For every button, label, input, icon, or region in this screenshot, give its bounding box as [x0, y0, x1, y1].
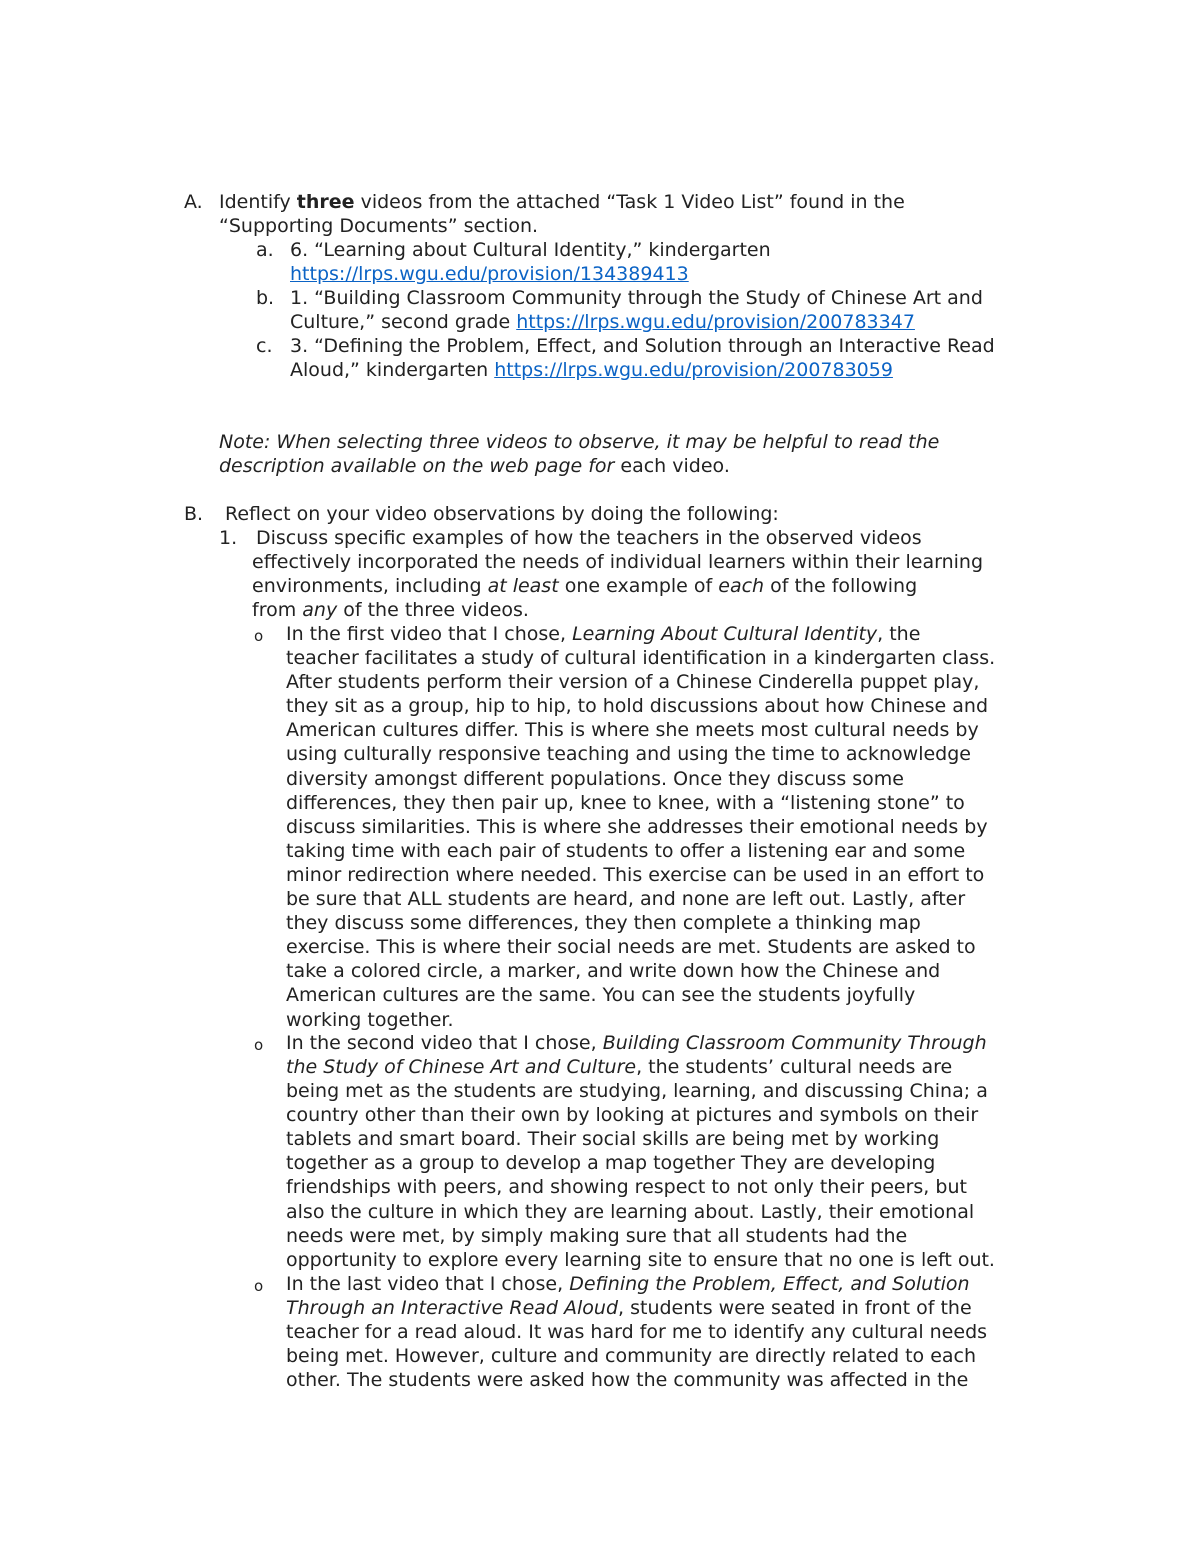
- sub-line3-part-a: environments, including: [252, 575, 488, 597]
- item-a-line1: 6. “Learning about Cultural Identity,” kindergarten: [290, 239, 771, 261]
- bullet-3-marker: o: [254, 1277, 264, 1295]
- section-b-sub-line3: [252, 574, 917, 598]
- note-line1: Note: When selecting three videos to observe, it may be helpful to read the: [219, 431, 940, 453]
- bullet-2-body-line: tablets and smart board. Their social skills are being met by working: [286, 1128, 940, 1151]
- bullet-3-after-title: , students were seated in front of the: [618, 1297, 972, 1319]
- item-b-line2: [290, 310, 915, 334]
- bullet-1-body-line: be sure that ALL students are heard, and none are left out. Lastly, after: [286, 888, 966, 910]
- bullet-2-video-title-part2: the Study of Chinese Art and Culture: [286, 1056, 637, 1078]
- section-b-sub-marker: 1.: [219, 527, 238, 549]
- section-b-sub-line2: effectively incorporated the needs of individual learners within their learning: [252, 551, 984, 573]
- sub-line3-at-least: at least: [487, 575, 559, 597]
- bullet-2-body-line: needs were met, by simply making sure that all students had the: [286, 1224, 908, 1247]
- bullet-1-body-line: they discuss some differences, they then complete a thinking map: [286, 912, 921, 935]
- bullet-2-after-title: , the students’ cultural needs are: [636, 1056, 953, 1078]
- item-b-line2-pre: Culture,” second grade: [290, 311, 517, 333]
- item-c-line2-pre: Aloud,” kindergarten: [290, 359, 495, 381]
- bullet-2-second-line: [286, 1055, 952, 1079]
- section-b-heading: Reflect on your video observations by doing the following:: [225, 503, 779, 525]
- bullet-1-body-line: After students perform their version of a Chinese Cinderella puppet play,: [286, 671, 980, 694]
- item-a-video-link[interactable]: https://lrps.wgu.edu/provision/134389413: [290, 263, 689, 285]
- section-a-line1-post: videos from the attached “Task 1 Video List” found in the: [354, 191, 905, 213]
- bullet-1-body-line: take a colored circle, a marker, and write down how the Chinese and: [286, 960, 941, 983]
- note-line2: [219, 454, 730, 478]
- bullet-1-lead: In the first video that I chose,: [286, 623, 573, 645]
- bullet-1-body-line: discuss similarities. This is where she addresses their emotional needs by: [286, 815, 988, 838]
- section-a-marker: A.: [184, 191, 203, 213]
- bullet-3-lead: In the last video that I chose,: [286, 1273, 570, 1295]
- bullet-1-body-line: American cultures are the same. You can see the students joyfully: [286, 984, 916, 1007]
- item-b-marker: b.: [256, 287, 275, 309]
- section-b-sub-line1: Discuss specific examples of how the teachers in the observed videos: [256, 527, 922, 549]
- bullet-3-second-line: [286, 1296, 972, 1320]
- item-c-line1: 3. “Defining the Problem, Effect, and Solution through an Interactive Read: [290, 335, 995, 357]
- item-c-marker: c.: [256, 335, 273, 357]
- bullet-1-body-line: they sit as a group, hip to hip, to hold discussions about how Chinese and: [286, 695, 989, 718]
- sub-line3-part-b: one example of: [558, 575, 719, 597]
- bullet-2-body-line: being met as the students are studying, learning, and discussing China; a: [286, 1080, 988, 1102]
- bullet-1-body-line: using culturally responsive teaching and using the time to acknowledge: [286, 743, 971, 766]
- bullet-1-body-line: working together.: [286, 1008, 454, 1031]
- bullet-1-body-line: teacher facilitates a study of cultural identification in a kindergarten class.: [286, 647, 996, 669]
- sub-line4-any: any: [302, 599, 338, 621]
- sub-line4-part-b: of the three videos.: [337, 599, 529, 621]
- bullet-1-body-line: taking time with each pair of students to offer a listening ear and some: [286, 839, 966, 862]
- sub-line4-part-a: from: [252, 599, 303, 621]
- bullet-2-marker: o: [254, 1036, 264, 1054]
- bullet-2-body-line: opportunity to explore every learning site to ensure that no one is left out.: [286, 1248, 995, 1271]
- section-b-marker: B.: [184, 503, 204, 525]
- bullet-3-body-line: teacher for a read aloud. It was hard for me to identify any cultural needs: [286, 1321, 988, 1343]
- item-c-line2: [290, 358, 893, 382]
- bullet-3-first-line: [286, 1272, 970, 1296]
- section-a-bold-three: three: [296, 191, 355, 213]
- bullet-3-video-title-part1: Defining the Problem, Effect, and Solution: [569, 1273, 970, 1295]
- bullet-1-first-line: [286, 622, 920, 646]
- bullet-2-body-line: friendships with peers, and showing respect to not only their peers, but: [286, 1176, 967, 1199]
- item-a-line2: [290, 262, 689, 286]
- bullet-2-lead: In the second video that I chose,: [286, 1032, 603, 1054]
- item-b-video-link[interactable]: https://lrps.wgu.edu/provision/200783347: [516, 311, 915, 333]
- section-a-line1-pre: Identify: [219, 191, 297, 213]
- bullet-1-body-line: differences, they then pair up, knee to knee, with a “listening stone” to: [286, 791, 965, 814]
- bullet-1-body-line: minor redirection where needed. This exercise can be used in an effort to: [286, 863, 985, 886]
- bullet-3-body-line: being met. However, culture and community are directly related to each: [286, 1345, 977, 1368]
- bullet-2-video-title-part1: Building Classroom Community Through: [602, 1032, 987, 1054]
- bullet-2-first-line: [286, 1031, 987, 1055]
- bullet-2-body-line: also the culture in which they are learning about. Lastly, their emotional: [286, 1200, 975, 1223]
- note-line2-italic: description available on the web page for: [219, 455, 615, 477]
- bullet-1-video-title: Learning About Cultural Identity: [572, 623, 878, 645]
- bullet-2-body-line: together as a group to develop a map together They are developing: [286, 1152, 936, 1175]
- sub-line3-part-c: of the following: [764, 575, 918, 597]
- bullet-3-video-title-part2: Through an Interactive Read Aloud: [286, 1297, 619, 1319]
- bullet-1-body-line: diversity amongst different populations. Once they discuss some: [286, 767, 905, 790]
- bullet-3-body-line: other. The students were asked how the community was affected in the: [286, 1369, 969, 1392]
- bullet-1-body-line: exercise. This is where their social needs are met. Students are asked to: [286, 936, 976, 959]
- bullet-1-body-line: American cultures differ. This is where she meets most cultural needs by: [286, 719, 979, 742]
- bullet-1-after-title: , the: [877, 623, 921, 645]
- bullet-2-body-line: country other than their own by looking at pictures and symbols on their: [286, 1104, 979, 1127]
- section-a-line1: [219, 190, 905, 214]
- section-b-sub-line4: [252, 598, 529, 622]
- section-a-line2: “Supporting Documents” section.: [219, 215, 539, 237]
- sub-line3-each: each: [718, 575, 765, 597]
- note-line2-rest: each video.: [614, 455, 730, 477]
- item-a-marker: a.: [256, 239, 274, 261]
- item-b-line1: 1. “Building Classroom Community through the Study of Chinese Art and: [290, 287, 983, 309]
- bullet-1-marker: o: [254, 627, 264, 645]
- item-c-video-link[interactable]: https://lrps.wgu.edu/provision/200783059: [494, 359, 893, 381]
